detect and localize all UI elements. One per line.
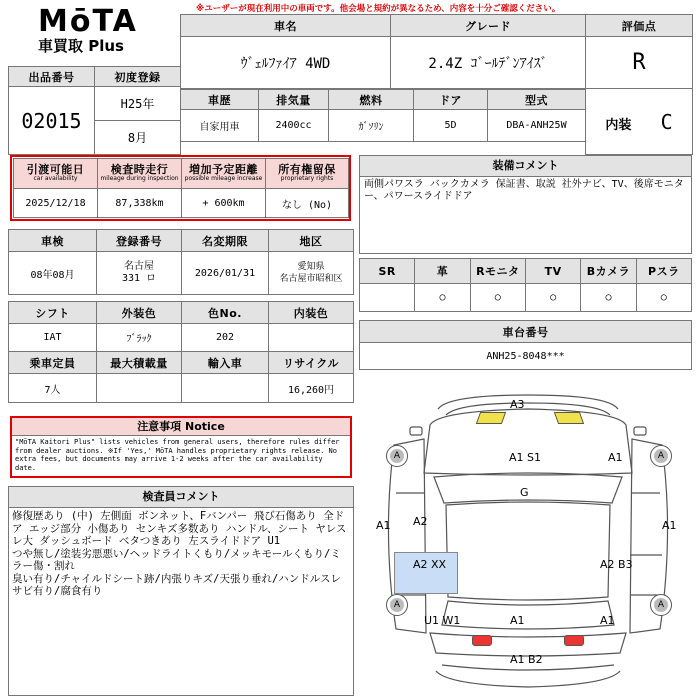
capacity: 7人 <box>9 374 97 403</box>
mota-logo <box>38 6 158 54</box>
plate-line2: 331 ロ <box>121 273 157 284</box>
equipment-box <box>359 155 692 254</box>
import <box>182 374 269 403</box>
increase-label: 増加予定距離 <box>189 163 258 177</box>
recycle-label: リサイクル <box>269 352 354 374</box>
displacement-label: 排気量 <box>259 90 329 110</box>
notice-text: "MōTA Kaitori Plus" lists vehicles from general users, therefore rules differ from dealer auctions. ※If 'Yes,' MōTA handles proprietary rights release. No extra fees, but documents may arrive 1-2 weeks after the car availability date. <box>15 438 340 472</box>
plate-line1: 名古屋 <box>124 261 154 272</box>
shaken: 08年08月 <box>9 252 97 295</box>
rear-left-light <box>472 635 492 646</box>
mileage-sublabel: mileage during inspection <box>100 175 179 183</box>
increase-label-cell <box>182 159 266 189</box>
history-label: 車歴 <box>181 90 259 110</box>
damage-rear-bumper: A1 B2 <box>510 653 543 666</box>
interior-color-label: 内装色 <box>269 302 354 324</box>
area-line1: 愛知県 <box>297 262 325 272</box>
front-right-tire <box>650 445 672 467</box>
area-cell <box>269 252 354 295</box>
deadline: 2026/01/31 <box>182 252 269 295</box>
availability-date-sublabel: car availability <box>33 175 78 183</box>
chassis-number: ANH25-8048*** <box>360 343 692 370</box>
car-name-label: 車名 <box>181 15 391 37</box>
mileage: 87,338km <box>98 189 182 218</box>
damage-left-body: A1 <box>376 519 391 532</box>
damage-left-rear-door: A2 XX <box>413 558 447 571</box>
option-value-sr <box>360 284 415 312</box>
increase: + 600km <box>182 189 266 218</box>
plate-cell <box>97 252 182 295</box>
damage-right-body: A1 <box>662 519 677 532</box>
max-load <box>97 374 182 403</box>
misc-table <box>8 301 354 403</box>
proprietary-label: 所有権留保 <box>278 163 336 177</box>
mileage-label-cell <box>98 159 182 189</box>
option-label-rear-monitor: Rモニタ <box>470 259 525 284</box>
inspector-title: 検査員コメント <box>9 487 353 508</box>
option-value-tv: ○ <box>525 284 580 312</box>
front-left-tire-grade: A <box>390 449 404 463</box>
availability-date-label-cell <box>14 159 98 189</box>
rear-right-tire <box>650 594 672 616</box>
option-value-leather: ○ <box>415 284 470 312</box>
option-value-power-slide: ○ <box>636 284 691 312</box>
model-label: 型式 <box>488 90 586 110</box>
notice-box <box>10 416 352 478</box>
first-reg-year: H25年 <box>95 87 181 121</box>
rear-left-tire-grade: A <box>390 598 404 612</box>
damage-front-bumper: A3 <box>510 398 525 411</box>
color-no-label: 色No. <box>182 302 269 324</box>
fuel-label: 燃料 <box>329 90 414 110</box>
front-right-tire-grade: A <box>654 449 668 463</box>
increase-sublabel: possible mileage increase <box>184 175 263 183</box>
damage-front-right-fender: A1 <box>608 451 623 464</box>
listing-no: 02015 <box>9 87 95 155</box>
recycle: 16,260円 <box>269 374 354 403</box>
car-outline <box>368 385 690 697</box>
first-reg-label: 初度登録 <box>95 67 181 87</box>
history: 自家用車 <box>181 110 259 142</box>
damage-right-rear-door: A2 B3 <box>600 558 633 571</box>
model: DBA-ANH25W <box>488 110 586 142</box>
mileage-label: 検査時走行 <box>110 163 169 177</box>
first-reg-month: 8月 <box>95 121 181 155</box>
color-no: 202 <box>182 324 269 352</box>
option-label-sr: SR <box>360 259 415 284</box>
inspector-text: 修復歴あり (中) 左側面 ボンネット、Fバンパー 飛び石傷あり 全ドア エッジ部分 小傷あり センキズ多数あり ハンドル、シート ヤレスレ大 ダッシュボード ベタつきあり 左スライドドア U1 つや無し/塗装劣悪悪い/ヘッドライトくもり/メッキモールくもり/ミラー傷・割れ 臭い有り/チャイルドシート跡/内張りキズ/天張り垂れ/ハンドルスレ サビ有り/腐食有り <box>12 510 347 597</box>
grade-label: グレード <box>391 15 586 37</box>
shift: IAT <box>9 324 97 352</box>
listing-table <box>8 66 181 155</box>
exterior-label: 外装色 <box>97 302 182 324</box>
fuel: ｶﾞｿﾘﾝ <box>329 110 414 142</box>
damage-diagram <box>368 385 690 697</box>
damage-left-rear: U1 W1 <box>424 614 461 627</box>
option-label-power-slide: Pスラ <box>636 259 691 284</box>
damage-windshield: G <box>520 486 529 499</box>
shaken-label: 車検 <box>9 230 97 252</box>
proprietary-label-cell <box>266 159 349 189</box>
front-left-tire <box>386 445 408 467</box>
options-table <box>359 258 692 312</box>
damage-rear-center: A1 <box>510 614 525 627</box>
option-value-back-camera: ○ <box>581 284 636 312</box>
specs-table <box>180 89 586 142</box>
area-label: 地区 <box>269 230 354 252</box>
grade: 2.4Z ｺﾞｰﾙﾃﾞﾝｱｲｽﾞ <box>391 37 586 89</box>
option-label-leather: 革 <box>415 259 470 284</box>
inspector-box <box>8 486 354 696</box>
top-notice: ※ユーザーが現在利用中の車両です。他会場と規約が異なるため、内容を十分ご確認ください。 <box>196 4 561 14</box>
area-line2: 名古屋市昭和区 <box>279 274 343 284</box>
option-label-back-camera: Bカメラ <box>581 259 636 284</box>
proprietary-sublabel: proprietary rights <box>280 175 334 183</box>
shift-label: シフト <box>9 302 97 324</box>
rear-left-tire <box>386 594 408 616</box>
capacity-label: 乗車定員 <box>9 352 97 374</box>
car-name: ｳﾞｪﾙﾌｧｲｱ 4WD <box>181 37 391 89</box>
logo-text: MōTA <box>38 4 138 39</box>
interior-color <box>269 324 354 352</box>
doors: 5D <box>414 110 488 142</box>
damage-hood: A1 S1 <box>509 451 542 464</box>
interior-label: 内装 <box>605 117 632 133</box>
listing-no-label: 出品番号 <box>9 67 95 87</box>
score: R <box>586 37 693 89</box>
max-load-label: 最大積載量 <box>97 352 182 374</box>
damage-left-front-door: A2 <box>413 515 428 528</box>
plate-label: 登録番号 <box>97 230 182 252</box>
equipment-text: 両側パワスラ バックカメラ 保証書、取説 社外ナビ、TV、後席モニター、パワースライドドア <box>364 179 684 202</box>
chassis-label: 車台番号 <box>360 321 692 343</box>
front-right-light <box>554 412 584 424</box>
proprietary: なし (No) <box>266 189 349 218</box>
equipment-title: 装備コメント <box>360 156 691 177</box>
notice-title: 注意事項 Notice <box>12 418 350 436</box>
deadline-label: 名変期限 <box>182 230 269 252</box>
exterior-color: ﾌﾞﾗｯｸ <box>97 324 182 352</box>
availability-date: 2025/12/18 <box>14 189 98 218</box>
interior-score-cell <box>586 89 693 155</box>
rear-right-light <box>564 635 584 646</box>
doors-label: ドア <box>414 90 488 110</box>
option-label-tv: TV <box>525 259 580 284</box>
displacement: 2400cc <box>259 110 329 142</box>
logo-subtext: 車買取 Plus <box>38 37 124 55</box>
availability-date-label: 引渡可能日 <box>26 163 85 177</box>
score-label: 評価点 <box>586 15 693 37</box>
chassis-table <box>359 320 692 370</box>
availability-table <box>13 158 349 218</box>
import-label: 輸入車 <box>182 352 269 374</box>
damage-right-rear: A1 <box>600 614 615 627</box>
option-value-rear-monitor: ○ <box>470 284 525 312</box>
front-left-light <box>476 412 506 424</box>
rear-right-tire-grade: A <box>654 598 668 612</box>
registration-table <box>8 229 354 295</box>
interior-score: C <box>660 109 673 134</box>
